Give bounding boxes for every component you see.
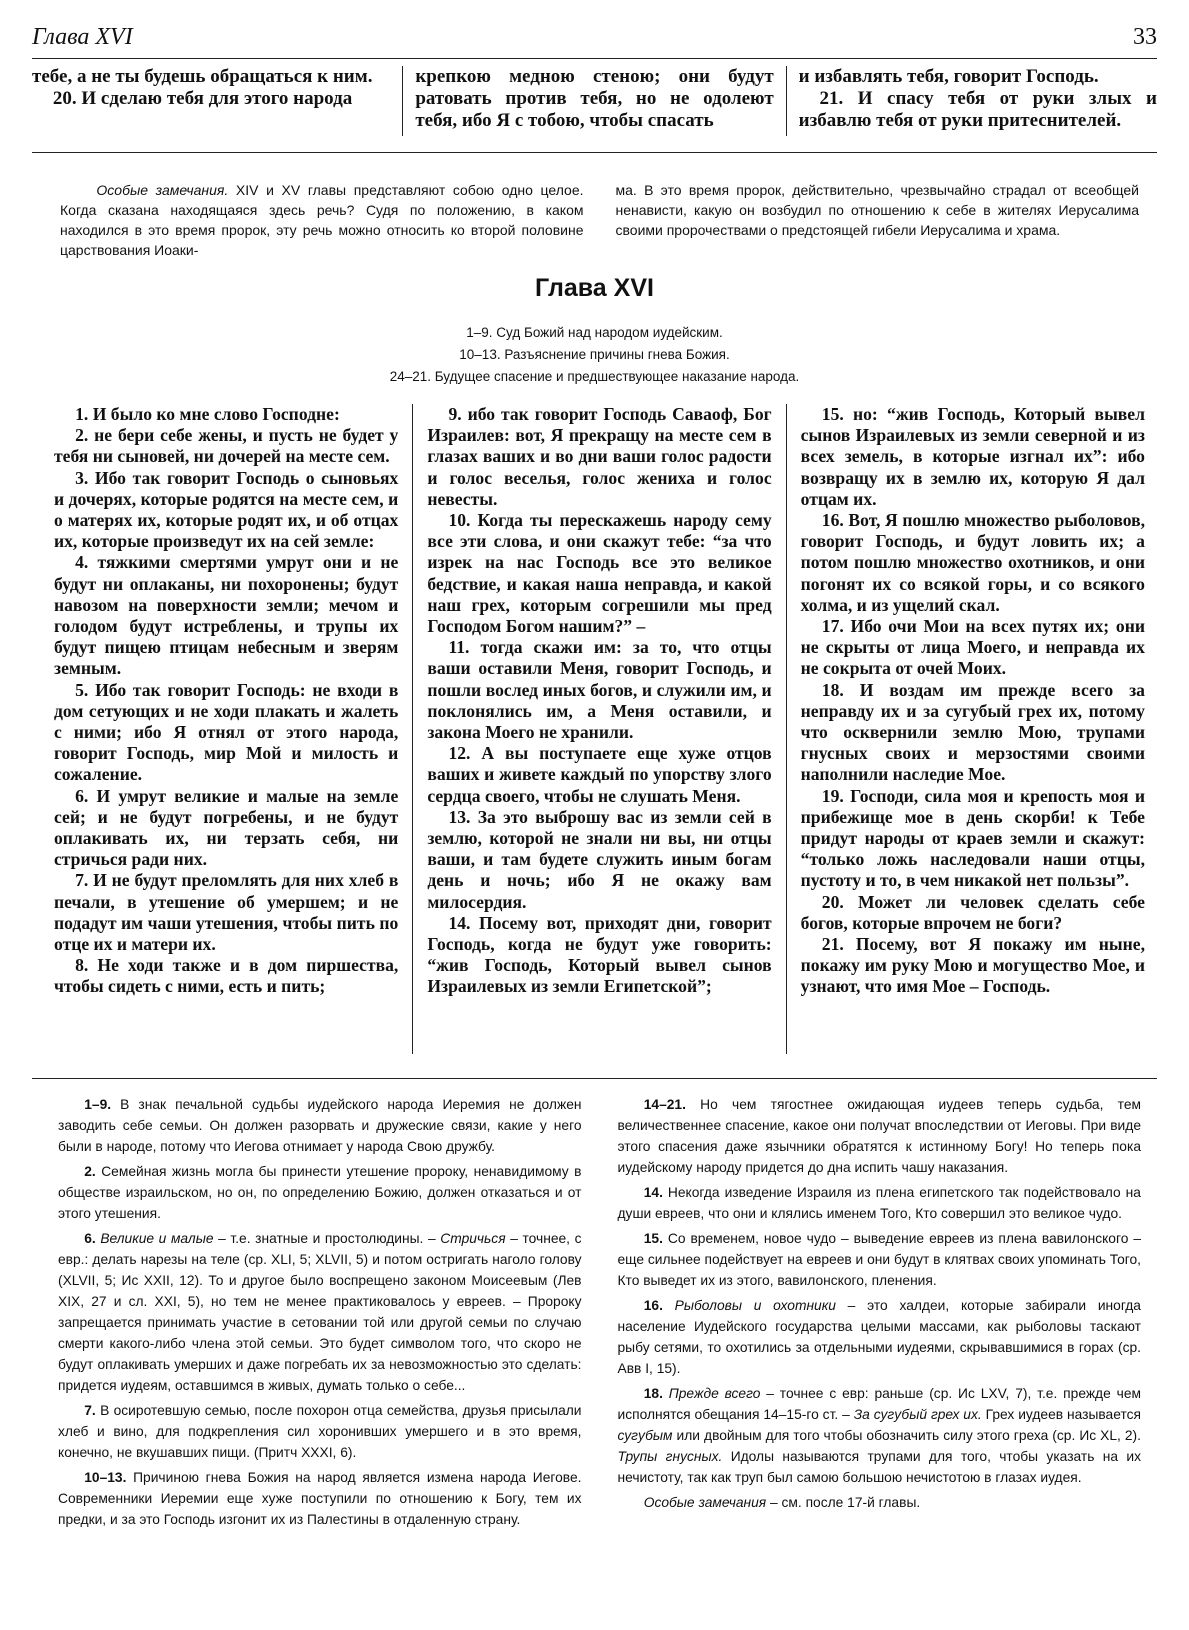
commentary-ref: 14. (643, 1185, 663, 1200)
chapter-title: Глава XVI (535, 274, 654, 302)
summary-line: 24–21. Будущее спасение и предшествующее наказание народа. (389, 369, 800, 384)
chapter-summary (0, 322, 1189, 388)
commentary-term: Прежде всего (668, 1386, 761, 1401)
special-notes (60, 180, 1139, 260)
verse: 3. Ибо так говорит Господь о сыновьях и дочерях, которые родятся на месте сем, и о матерях их, которые родят их, и об отцах их, которые произведут их на сей земле: (54, 467, 399, 552)
commentary-ref: 10–13. (84, 1470, 127, 1485)
verse: 4. тяжкими смертями умрут они и не будут ни оплаканы, ни похоронены; будут навозом на поверхности земли; мечом и голодом будут истреблены, и трупы их будут пищею птицам небесным и зверям земным. (54, 552, 399, 679)
commentary-text: – см. после 17-й главы. (766, 1495, 921, 1510)
commentary-ref: 6. (84, 1231, 96, 1246)
commentary-term: сугубым (617, 1428, 673, 1443)
verse: 9. ибо так говорит Господь Саваоф, Бог Израилев: вот, Я прекращу на месте сем в глазах ваших и во дни ваши голос радости и голос веселья, голос жениха и голос невесты. (427, 404, 772, 509)
commentary-term: Особые замечания (643, 1495, 767, 1510)
continued-verses-column-2 (402, 66, 785, 136)
verse: 8. Не ходи также и в дом пиршества, чтобы сидеть с ними, есть и пить; (54, 955, 399, 997)
commentary-ref: 14–21. (643, 1097, 686, 1112)
commentary-ref: 1–9. (84, 1097, 112, 1112)
verse-text: тебе, а не ты будешь обращаться к ним. (32, 66, 373, 87)
verse: 10. Когда ты перескажешь народу сему все эти слова, и они скажут тебе: “за что изрек на нас Господь все это великое бедствие, и какая наша неправда, и какой наш грех, которым согрешили мы пред Господом Богом нашим?” – (427, 510, 772, 637)
commentary-text: Идолы называются трупами для того, чтобы указать на их нечистоту, так как труп был самою большою нечистотою в глазах иудея. (617, 1449, 1141, 1485)
commentary-text: В знак печальной судьбы иудейского народа Иеремия не должен заводить себе семьи. Он должен разорвать и дружеские связи, какие у него были в народе, потому что Иегова отнимает у народа Свою дружбу. (58, 1097, 582, 1154)
commentary-text: – т.е. знатные и простолюдины. – (213, 1231, 441, 1246)
special-notes-label: Особые замечания. (96, 182, 229, 198)
commentary-paragraph (618, 1228, 1142, 1291)
commentary-ref: 2. (84, 1164, 96, 1179)
commentary-ref: 18. (643, 1386, 663, 1401)
chapter-text-column-2 (412, 404, 785, 1054)
summary-line: 1–9. Суд Божий над народом иудейским. (466, 325, 723, 340)
verse: 18. И воздам им прежде всего за неправду их и за сугубый грех их, потому что осквернили землю Мою, трупами гнусных своих и мерзостями своими наполнили наследие Мое. (800, 679, 1145, 785)
commentary-term: Стричься (440, 1231, 506, 1246)
verse: 14. Посему вот, приходят дни, говорит Господь, когда не будут уже говорить: “жив Господь, Который вывел сынов Израилевых из земли Египетской”; (427, 912, 772, 997)
commentary-paragraph (618, 1182, 1142, 1224)
commentary-text: Некогда изведение Израиля из плена египетского так подействовало на души евреев, что они и клялись именем Того, Кто совершил это великое чудо. (617, 1185, 1141, 1221)
commentary-term: Трупы гнусных. (617, 1449, 723, 1464)
special-notes-text: ма. В это время пророк, действительно, чрезвычайно страдал от всеобщей ненависти, какую он возбудил по отношению к себе в жителях Иерусалима своими пророчествами о предстоящей гибели Иерусалима и храма. (615, 182, 1139, 238)
commentary-text: Со временем, новое чудо – выведение евреев из плена вавилонского – еще сильнее подействует на евреев и они будут в клятвах своих упоминать Того, Кто выведет их из этого, вавилонского, пленения. (617, 1231, 1141, 1288)
commentary (58, 1094, 1141, 1534)
commentary-text: Семейная жизнь могла бы принести утешение пророку, ненавидимому в обществе израильском, но он, по определению Божию, должен отказаться и от этого утешения. (58, 1164, 582, 1221)
commentary-text: Но чем тягостнее ожидающая иудеев теперь судьба, тем величественнее спасение, какое они получат впоследствии от Иеговы. При виде этого спасения даже язычники обратятся к истинному Богу! Но теперь пока иудейскому народу придется до дна испить чашу наказания. (617, 1097, 1141, 1175)
verse: 13. За это выброшу вас из земли сей в землю, которой не знали ни вы, ни отцы ваши, и там будете служить иным богам день и ночь; ибо Я не окажу вам милосердия. (427, 806, 772, 912)
verse-text: 21. И спасу тебя от руки злых и избавлю тебя от руки притеснителей. (798, 88, 1157, 131)
verse: 6. И умрут великие и малые на земле сей; и не будут погребены, и не будут оплакивать их, ни терзать себя, ни стричься ради них. (54, 785, 399, 870)
verse: 17. Ибо очи Мои на всех путях их; они не скрыты от лица Моего, и неправда их не сокрыта от очей Моих. (800, 616, 1145, 679)
verse-text: крепкою медною стеною; они будут ратовать против тебя, но не одолеют тебя, ибо Я с тобою, чтобы спасать (415, 66, 774, 131)
verse: 19. Господи, сила моя и крепость моя и прибежище мое в день скорби! к Тебе придут народы от краев земли и скажут: “только ложь наследовали наши отцы, пустоту и то, в чем никакой нет пользы”. (800, 785, 1145, 891)
running-head-chapter: Глава XVI (32, 24, 133, 50)
commentary-term: Великие и малые (100, 1231, 214, 1246)
verse: 21. Посему, вот Я покажу им ныне, покажу им руку Мою и могущество Мое, и узнают, что имя Мое – Господь. (800, 934, 1145, 997)
commentary-paragraph (618, 1295, 1142, 1379)
commentary-column-left (58, 1094, 582, 1534)
commentary-text: – точнее с евр: раньше (ср. Ис LXV, 7), т.е. прежде чем исполнятся обещания 14–15-го ст. – (617, 1386, 1141, 1422)
special-notes-right (616, 180, 1140, 260)
commentary-text: или двойным для того чтобы обозначить силу этого греха (ср. Ис XL, 2). (672, 1428, 1141, 1443)
commentary-text: – точнее, с евр.: делать нарезы на теле (ср. XLI, 5; XLVII, 5) и потом остригать наголо голову (XLVII, 5; Ис XXII, 12). То и другое было воспрещено законом Моисеевым (Лев XIX, 27 и сл. XXI, 5), но тем не менее практиковалось у евреев. – Пророку запрещается принимать участие в сетовании той или другой семьи по случаю смерти какого-либо члена этой семьи. Это будет символом того, что скоро не будут оплакивать умерших и даже погребать их за невозможностью это сделать: придется иудеям, оставшимся в живых, думать только о себе... (58, 1231, 582, 1393)
summary-line: 10–13. Разъяснение причины гнева Божия. (459, 347, 730, 362)
commentary-ref: 7. (84, 1403, 96, 1418)
continued-verses-column-1 (32, 66, 402, 136)
commentary-text: Причиною гнева Божия на народ является измена народа Иегове. Современники Иеремии еще хуже поступили по отношению к Богу, тем их предки, и за это Господь изгонит их из Палестины в отдаленную страну. (58, 1470, 582, 1527)
commentary-column-right (618, 1094, 1142, 1534)
continued-verses (32, 66, 1157, 136)
chapter-text (32, 404, 1157, 1054)
commentary-ref: 15. (643, 1231, 663, 1246)
continued-verses-column-3 (786, 66, 1157, 136)
verse: 15. но: “жив Господь, Который вывел сынов Израилевых из земли северной и из всех земель, в которые изгнал их”: ибо возвращу их в землю их, которую Я дал отцам их. (800, 404, 1145, 509)
verse: 11. тогда скажи им: за то, что отцы ваши оставили Меня, говорит Господь, и пошли вослед иных богов, и служили им, и поклонялись им, а Меня оставили, и закона Моего не хранили. (427, 637, 772, 743)
verse: 5. Ибо так говорит Господь: не входи в дом сетующих и не ходи плакать и жалеть с ними; ибо Я отнял от этого народа, говорит Господь, мир Мой и милость и сожаление. (54, 679, 399, 785)
commentary-paragraph (58, 1161, 582, 1224)
verse: 7. И не будут преломлять для них хлеб в печали, в утешение об умершем; и не подадут им чаши утешения, чтобы пить по отце их и матери их. (54, 870, 399, 955)
commentary-paragraph (58, 1228, 582, 1396)
special-notes-left (60, 180, 584, 260)
verse: 16. Вот, Я пошлю множество рыболовов, говорит Господь, и будут ловить их; а потом пошлю множество охотников, и они погонят их со всякой горы, и со всякого холма, и из ущелий скал. (800, 510, 1145, 615)
section-divider (32, 152, 1157, 153)
commentary-term: За сугубый грех их. (853, 1407, 982, 1422)
chapter-text-column-3 (786, 404, 1157, 1054)
commentary-paragraph (618, 1383, 1142, 1488)
commentary-paragraph (58, 1094, 582, 1157)
commentary-paragraph (58, 1400, 582, 1463)
commentary-term: Рыболовы и охотники (674, 1298, 836, 1313)
running-head (32, 18, 1157, 59)
commentary-paragraph (618, 1094, 1142, 1178)
commentary-divider (32, 1078, 1157, 1079)
verse-text: 20. И сделаю тебя для этого народа (52, 88, 353, 109)
page-number: 33 (1133, 24, 1157, 50)
commentary-paragraph (618, 1492, 1142, 1513)
commentary-text: В осиротевшую семью, после похорон отца семейства, друзья присылали хлеб и вино, для подкрепления сил хоронивших умершего и в это время, конечно, не вкушавших пищи. (Притч XXXI, 6). (58, 1403, 582, 1460)
verse: 20. Может ли человек сделать себе богов, которые впрочем не боги? (800, 891, 1145, 933)
commentary-text: – это халдеи, которые забирали иногда население Иудейского государства целыми массами, как рыболовы таскают рыбу сетями, то охотились за отдельными иудеями, скрывавшимися в горах (ср. Авв I, 15). (617, 1298, 1141, 1376)
chapter-text-column-1 (32, 404, 412, 1054)
commentary-paragraph (58, 1467, 582, 1530)
commentary-text: Грех иудеев называется (981, 1407, 1141, 1422)
commentary-ref: 16. (643, 1298, 663, 1313)
verse: 1. И было ко мне слово Господне: (75, 404, 340, 424)
verse: 2. не бери себе жены, и пусть не будет у тебя ни сыновей, ни дочерей на месте сем. (54, 425, 399, 467)
verse: 12. А вы поступаете еще хуже отцов ваших и живете каждый по упорству злого сердца своего, чтобы не слушать Меня. (427, 743, 772, 806)
special-notes-text: XIV и XV главы представляют собою одно целое. Когда сказана находящаяся здесь речь? Судя по положению, в каком находился в это время пророк, эту речь можно относить ко второй половине царствования Иоаки- (60, 182, 584, 258)
verse-text: и избавлять тебя, говорит Господь. (798, 66, 1099, 87)
